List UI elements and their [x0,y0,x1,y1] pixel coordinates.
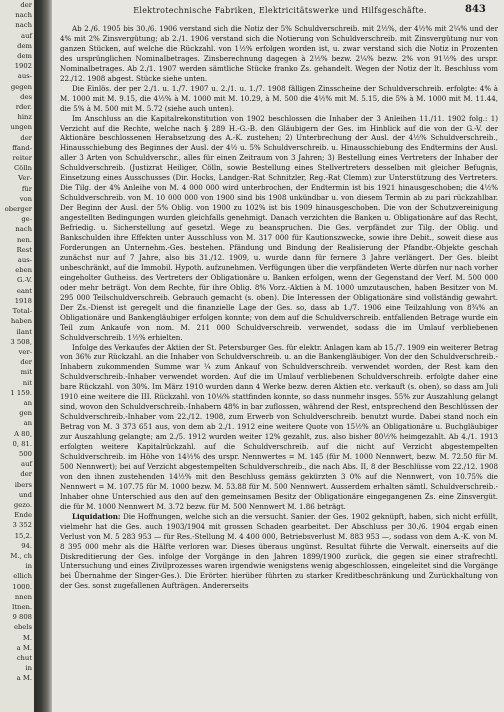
adjacent-page-word: gegen [10,82,32,91]
paragraph-kapitalreorganisation: Im Anschluss an die Kapitalrekonstitution von 1902 beschlossen die Inhaber der 3 Anleihen 11./11. 1902 folg.: 1) Verzicht auf die Rechte, welche nach § 289 H.-G.-B. den Gläubigern der Ges. im Hinblick auf die von der G.-V. der Aktionäre beschlossenen Herabsetzung des A.-K. zustehen; 2) Unterbrechung der Ausl. der 4½% Schuldverschreib., Hinausschiebung des Beginnes der Ausl. der 4½ u. 5% Schuldverschreib. u. Hinausschiebung des Endtermins der Ausl. aller 3 Arten von Schuldverschr., alles für einen Zeitraum von 3 Jahren; 3) Bestellung eines Vertreters der Inhaber der Schuldverschreib. (Justizrat Heiliger, Cölln, sowie Bestellung eines Stellvertreters desselben mit gleicher Befugnis, Einsetzung eines Ausschusses (Dir. Hocks, Landger.-Rat Schnitzler, Reg.-Rat Clemm) zur Unterstützung des Vertreters. Die Tilg. der 4% Anleihe von M. 4 000 000 wird unterbrochen, der Endtermin ist bis 1921 hinausgeschoben; die 4½% Schuldverschreib. von M. 10 000 000 von 1900 sind bis 1908 unkündbar u. von diesem Termin ab zu pari rückzahlbar. Der Beginn der Ausl. der 5% Oblig. von 1900 zu 102% ist bis 1909 hinausgeschoben. Die von der Schutzvereinigung angestellten Bedingungen wurden gleichfalls genehmigt. Danach verzichten die Banken u. Obligationäre auf das Recht, Befriedig. u. Sicherstellung auf gesetzl. Wege zu beanspruchen. Die Ges. verpfändet zur Tilg. der Oblig. und Bankschulden ihre Effekten unter Ausschluss von M. 317 000 für Kautionszwecke, sowie ihre Debit., soweit diese aus Forderungen an Unternehm.-Ges. bestehen. Pfändung und Bindung der Realisierung der Pfandbr.-Objekte geschah zunächst nur auf 7 Jahre, also bis 31./12. 1909, u. wurde dann für fernere 3 Jahre verlängert. Der Ges. bleibt unbeschränkt, auf die Immobil. Hypoth. aufzunehmen. Verfügungen über die verpfändeten Werte dürfen nur nach vorher eingeholter Gutheiss. des Vertreters der Obligationäre u. Banken erfolgen, wenn der Gegenstand der Verf. M. 500 000 oder mehr beträgt. Von dem Rechte, für ihre Oblig. 8% Vorz.-Aktien à M. 1000 umzutauschen, haben Besitzer von M. 295 000 Teilschuldverschreib. Gebrauch gemacht (s. oben). Die Interessen der Obligationäre sind vollständig gewahrt. Der Zs.-Dienst ist geregelt und die finanzielle Lage der Ges. so, dass ab 1./7. 1906 eine Teilzahlung von 8¾% an Obligationäre und Bankengläubiger erfolgen konnte; von dem auf die Schuldverschreib. entfallenden Betrage wurde ein Teil zum Ankaufe von nom. M. 211 000 Schuldverschreib. verwendet, sodass die im Umlauf verbliebenen Schuldverschreib. 1½% erhielten. [60,113,498,342]
adjacent-page-word: nach [15,21,32,30]
adjacent-page-word: von [19,194,32,203]
adjacent-page-word: und [18,490,32,499]
adjacent-page-word: 1000. [12,582,32,591]
adjacent-page-word: eant [16,286,32,295]
adjacent-page-word: M. [22,633,32,642]
adjacent-page-word: nach [15,11,32,20]
adjacent-page-word: nit [22,378,32,387]
adjacent-page-word: nnen [14,592,32,601]
adjacent-page-word: nen. [17,235,32,244]
adjacent-page-word: M., ch [10,551,32,560]
adjacent-page-word: Rest [16,245,32,254]
adjacent-page-word: ebels [13,623,32,632]
adjacent-page-word: a M. [16,674,32,683]
adjacent-page-word: mit [20,368,32,377]
adjacent-page-word: 500 [19,449,32,458]
adjacent-page-word: ffand- [12,143,32,152]
adjacent-page-word: 1 159. [10,388,32,397]
adjacent-page-word: ibers [14,480,32,489]
adjacent-page-word: reiter [12,154,32,163]
adjacent-page-word: an [23,398,32,407]
adjacent-page-word: der [20,1,32,9]
adjacent-page-word: ver- [18,347,32,356]
adjacent-page-word: eben [15,266,32,275]
adjacent-page-word: auf [21,460,32,469]
adjacent-page-word: auf [21,31,32,40]
adjacent-page-word: 3 508, [10,337,32,346]
running-title: Elektrotechnische Fabriken, Elektricitätswerke und Hilfsgeschäfte. [133,6,427,15]
adjacent-page-word: 1918 [14,296,32,305]
adjacent-page-word: rder. [15,103,32,112]
adjacent-page-word: oberger [4,205,32,214]
adjacent-page-word: der [20,470,32,479]
book-gutter [34,0,52,712]
adjacent-page-word: G.-V. [16,276,32,285]
adjacent-page-word: ge- [21,215,32,224]
adjacent-page-word: ungen [10,123,32,132]
adjacent-page-word: in [25,562,32,571]
adjacent-page-word: Cölln [13,164,32,173]
adjacent-page-word: der [20,358,32,367]
adjacent-page-word: 1902 [14,62,32,71]
adjacent-page-word: 9 808 [12,613,32,622]
adjacent-page-word: 15,2. [14,531,32,540]
adjacent-page-word: Ende [14,511,32,520]
adjacent-page-word: gezo. [13,500,32,509]
adjacent-page-word: aus- [17,72,32,81]
adjacent-page-fragment [0,0,34,712]
adjacent-page-word: gen [19,409,32,418]
adjacent-page-word: ltnen. [12,602,32,611]
paragraph-notiz: Ab 2./6. 1905 bis 30./6. 1906 verstand sich die Notiz der 5% Schuldverschreib. mit 2½%, der 4½% mit 2¼% und der 4% mit 2% Zinsvergütung; ab 2./1. 1906 verstand sich die Notierung von Schuldverschreib. mit Zinsvergütung nur von ganzen Stücken, auf welche die Rückzahl. von 1½% erfolgen worden ist, u. zwar verstand sich die Notiz in Prozenten des ursprünglichen Nominalbetrages. Zinsberechnung dagegen à 2½% bezw. 2¼% bezw. 2% von 91½% des urspr. Nominalbetrages. Ab 2./1. 1907 werden sämtliche Stücke franko Zs. gehandelt. Wegen der Notiz der lt. Beschluss vom 22./12. 1908 abgest. Stücke siehe unten. [60,24,498,83]
adjacent-page-word: aus- [17,256,32,265]
liquidation-label: Liquidation: [72,511,121,521]
page-number: 843 [465,4,486,15]
body-text [60,24,498,710]
paragraph-einloesung: Die Einlös. der per 2./1. u. 1./7. 1907 u. 2./1. u. 1./7. 1908 fälligen Zinsscheine der Schuldverschreib. erfolgte: 4% à M. 1000 mit M. 9.15, die 4½% à M. 1000 mit M. 10.29, à M. 500 die 4½% mit M. 5.15, die 5% à M. 1000 mit M. 11.44, die 5% à M. 500 mit M. 5.72 (siehe auch unten). [60,83,498,113]
adjacent-page-word: Ver- [18,174,32,183]
adjacent-page-word: der [20,133,32,142]
adjacent-page-word: des [20,92,32,101]
adjacent-page-word: chut [16,654,32,662]
adjacent-page-word: 0, 81. [12,439,32,448]
adjacent-page-word: für [21,184,32,193]
adjacent-page-word: hinz [17,113,32,122]
adjacent-page-word: ellich [13,572,32,581]
adjacent-page-word: in [25,664,32,673]
adjacent-page-word: ilant [16,327,32,336]
adjacent-page-word: nach [15,225,32,234]
liquidation-text: Die Hoffnungen, welche sich an die versucht. Sanier. der Ges. 1902 geknüpft, haben, sich nicht erfüllt, vielmehr hat die Ges. auch 1903/1904 mit grossen Schaden gearbeitet. Der Abschluss per 30./6. 1904 ergab einen Verlust von M. 5 283 953 — für Res.-Stellung M. 4 400 000, Betriebsverlust M. 883 953 —, sodass von dem A.-K. von M. 8 395 000 mehr als die Hälfte verloren war. Dieses überaus ungünst. Resultat führte die Verwalt. einerseits auf die Diskreditierung der Ges. infolge der Vorgänge in den Jahren 1899/1900 zurück, die gegen sie einer strafrechtl. Untersuchung und eines Zivilprozesses waren irgendwie wenigstens wenig abgeschlossen, eingeleitet sind die Vorgänge bei Übernahme der Singer-Ges.). Die Erörter. hierüber führten zu starker Kreditbeschränkung und Zurückhaltung von der Ges. sonst zugefallenen Aufträgen. Andererseits [60,511,498,591]
adjacent-page-word: haben [10,317,32,326]
paragraph-verkauf-aktien: Infolge des Verkaufes der Aktien der St. Petersburger Ges. für elektr. Anlagen kam ab 15./7. 1909 ein weiterer Betrag von 36% zur Rückzahl. an die Inhaber von Schuldverschreib. u. an die Bankengläubiger. Von der den Schuldverschreib.-Inhabern zukommenden Summe war ¼ zum Ankauf von Schuldverschreib. verwendet worden, der Rest kam den Schuldverschreib.-Inhaber verwendet worden. Auf die im Umlauf verbliebenen Schuldverschreib. erfolgte daher eine bare Rückzahl. von 30%. Im März 1910 wurden dann 4 Werke bezw. deren Aktien etc. verkauft (s. oben), so dass am Juli 1910 eine weitere die III. Rückzahl. von 10⅛% stattfinden konnte, so dass nunmehr insges. 55% zur Auszahlung gelangt sind, wovon den Schuldverschreib.-Inhabern 48% in bar zuflossen, während der Rest, entsprechend den Beschlüssen der Schuldverschreib.-Inhaber vom 22./12. 1908, zum Erwerb von Schuldverschreib. benutzt wurde. Dabei stand noch ein Betrag von M. 3 373 651 aus, von dem ab 2./1. 1912 eine weitere Quote von 15½% an Obligationäre u. Buchgläubiger zur Auszahlung gelangte; am 2./5. 1912 wurden weiter 12% gezahlt, zus. also bisher 80½% heimgezahlt. Ab 4./1. 1913 erfolgten weitere Kapitalrückzahl. auf die Schuldverschreib. auf die nicht auf Verzicht abgestempelten Schuldverschreib. im Höhe von 14½% des urspr. Nennwertes = M. 145 (für M. 1000 Nennwert, bezw. M. 72.50 für M. 500 Nennwert); bei auf Verzicht abgestempelten Schuldverschreib., die nach Abs. II, 8 der Beschlüsse vom 22./12. 1908 von den ihnen zustehenden 14½% mit den Beschluss gemäss gekürzten 3 0% auf die Nennwert, von 10.75% die Nennwert = M. 107.75 für M. 1000 bezw. M. 53.88 für M. 500 Nennwert. Ausserdem erhalten sämtl. Schuldverschreib.-Inhaber ohne Unterschied aus den auf den gemeinsamen Besitz der Obligationäre eingegangenen Zs. eine Zinsvergüt. die für M. 1000 Nennwert M. 3.72 bezw. für M. 500 Nennwert M. 1.86 beträgt. [60,342,498,511]
adjacent-page-word: dem [17,52,32,61]
adjacent-page-word: A 80, [14,429,32,438]
paragraph-liquidation [60,512,498,592]
adjacent-page-word: 94. [21,541,32,550]
adjacent-page-word: dem [17,41,32,50]
adjacent-page-word: an [23,419,32,428]
adjacent-page-word: 3 352 [12,521,32,530]
adjacent-page-word: a M. [16,643,32,652]
adjacent-page-word: Total- [12,307,32,316]
